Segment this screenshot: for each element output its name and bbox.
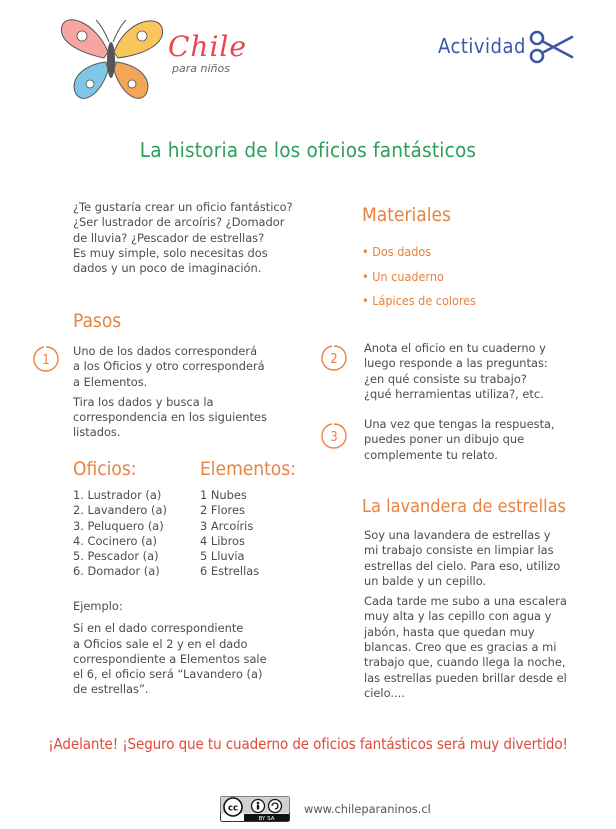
list-item: 2. Lavandero (a) <box>73 503 167 518</box>
oficios-heading: Oficios: <box>73 458 137 480</box>
page-title: La historia de los oficios fantásticos <box>139 138 477 162</box>
list-item: 5 Lluvia <box>200 549 245 564</box>
list-item: 1 Nubes <box>200 488 247 502</box>
story-paragraph <box>364 594 582 701</box>
butterfly-icon <box>56 12 166 108</box>
example-line: Si en el dado correspondiente <box>73 621 244 636</box>
step-line: Uno de los dados corresponderá <box>73 344 258 358</box>
story-line: Cada tarde me subo a una escalera <box>364 594 567 609</box>
license-text: BY SA <box>258 816 275 822</box>
oficios-list <box>73 488 167 580</box>
story-line: Soy una lavandera de estrellas y <box>364 528 551 542</box>
step-line: Una vez que tengas la respuesta, <box>364 417 555 431</box>
story-line: estrellas del cielo. Para eso, utilizo <box>364 558 561 573</box>
logo-title: Chile <box>168 30 247 63</box>
step-line: luego responde a las preguntas: <box>364 356 548 371</box>
intro-line: Es muy simple, solo necesitas dos <box>73 245 268 260</box>
story-line: jabón, hasta que quedan muy <box>364 624 535 639</box>
list-item: 1. Lustrador (a) <box>73 488 162 502</box>
step-line: complemente tu relato. <box>364 447 498 462</box>
step-line: Anota el oficio en tu cuaderno y <box>364 341 546 355</box>
story-paragraph <box>364 528 582 589</box>
materials-heading: Materiales <box>362 204 451 226</box>
step-line: a los Oficios y otro corresponderá <box>73 359 265 374</box>
list-item: 5. Pescador (a) <box>73 549 159 564</box>
step-number: 2 <box>330 352 338 367</box>
step-line: listados. <box>73 425 121 440</box>
list-item: 3. Peluquero (a) <box>73 518 164 533</box>
steps-heading: Pasos <box>73 310 122 332</box>
step-paragraph <box>73 395 298 441</box>
step-number-badge <box>320 344 348 372</box>
story-line: las estrellas pueden brillar desde el <box>364 670 567 685</box>
materials-item: • Dos dados <box>362 240 476 265</box>
scissors-icon <box>528 30 574 64</box>
example-line: a Oficios sale el 2 y en el dado <box>73 636 248 651</box>
elementos-list <box>200 488 259 580</box>
list-item: 3 Arcoíris <box>200 518 254 533</box>
intro-text <box>73 200 333 276</box>
step-line: Tira los dados y busca la <box>73 394 214 409</box>
step-line: a Elementos. <box>73 374 148 389</box>
creative-commons-icon <box>220 796 290 822</box>
step-circle-icon <box>32 345 60 373</box>
materials-list <box>362 240 476 314</box>
example-line: correspondiente a Elementos sale <box>73 651 267 666</box>
story-line: un balde y un cepillo. <box>364 573 487 588</box>
example-block <box>73 599 298 698</box>
closing-message: ¡Adelante! ¡Seguro que tu cuaderno de oficios fantásticos será muy divertido! <box>48 735 568 753</box>
example-line: el 6, el oficio será “Lavandero (a) <box>73 667 263 682</box>
example-text <box>73 621 298 697</box>
story-line: mi trabajo consiste en limpiar las <box>364 543 554 558</box>
example-line: de estrellas”. <box>73 682 149 697</box>
activity-label: Actividad <box>438 34 526 58</box>
step-line: ¿en qué consiste su trabajo? <box>364 371 527 386</box>
story-line: trabajo que, cuando llega la noche, <box>364 655 566 670</box>
step-number-badge <box>320 422 348 450</box>
logo-subtitle: para niños <box>172 62 230 75</box>
elementos-heading: Elementos: <box>200 458 296 480</box>
materials-item: • Un cuaderno <box>362 265 476 290</box>
step-text <box>364 417 579 463</box>
intro-line: ¿Te gustaría crear un oficio fantástico? <box>73 200 293 214</box>
step-line: correspondencia en los siguientes <box>73 410 267 425</box>
example-label: Ejemplo: <box>73 599 123 613</box>
story-line: cielo.... <box>364 685 405 700</box>
website-link[interactable]: www.chileparaninos.cl <box>304 802 431 816</box>
intro-line: ¿Ser lustrador de arcoíris? ¿Domador <box>73 215 285 230</box>
step-text <box>73 344 298 441</box>
svg-text:cc: cc <box>227 803 239 814</box>
step-line: puedes poner un dibujo que <box>364 432 525 447</box>
list-item: 4. Cocinero (a) <box>73 533 157 548</box>
story-line: blancas. Creo que es gracias a mi <box>364 640 557 655</box>
intro-line: dados y un poco de imaginación. <box>73 261 262 276</box>
materials-item: • Lápices de colores <box>362 289 476 314</box>
step-text <box>364 341 579 402</box>
story-heading: La lavandera de estrellas <box>362 496 566 517</box>
step-paragraph <box>73 344 298 390</box>
step-circle-icon <box>320 422 348 450</box>
list-item: 4 Libros <box>200 533 245 548</box>
step-number: 3 <box>330 430 338 445</box>
story-line: muy alta y las cepillo con agua y <box>364 609 552 624</box>
list-item: 6 Estrellas <box>200 564 260 579</box>
step-circle-icon <box>320 344 348 372</box>
step-number-badge <box>32 345 60 373</box>
step-number: 1 <box>42 353 50 368</box>
list-item: 6. Domador (a) <box>73 564 160 579</box>
step-line: ¿qué herramientas utiliza?, etc. <box>364 386 544 401</box>
intro-line: de lluvia? ¿Pescador de estrellas? <box>73 230 265 245</box>
list-item: 2 Flores <box>200 503 245 518</box>
story-text <box>364 528 582 701</box>
